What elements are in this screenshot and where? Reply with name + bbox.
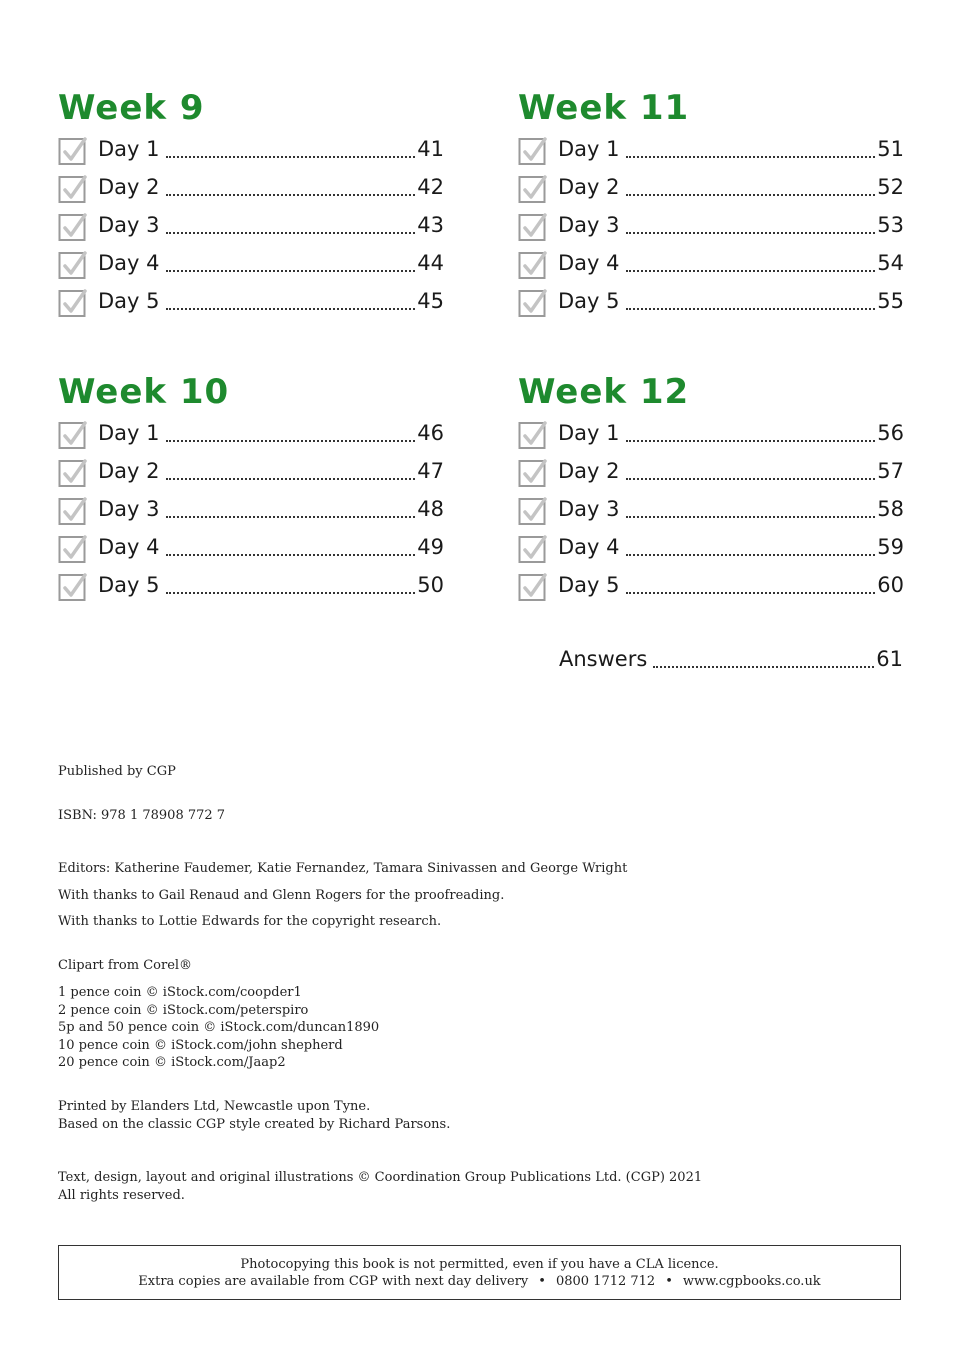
page-number: 49 [417,535,444,559]
checkbox-icon [518,534,548,564]
answers-entry [559,640,903,678]
credit-line: 5p and 50 pence coin © iStock.com/duncan1890 [58,1020,380,1035]
day-label: Day 3 [558,213,620,237]
checkbox-icon [58,136,88,166]
leader-dots [626,440,876,442]
day-label: Day 2 [558,459,620,483]
leader-dots [166,308,416,310]
checkbox-icon [58,212,88,242]
day-label: Day 5 [98,573,160,597]
answers-page-number: 61 [876,647,903,671]
checkbox-icon [518,496,548,526]
day-label: Day 4 [558,535,620,559]
day-label: Day 1 [558,137,620,161]
checkbox-icon [58,534,88,564]
toc-day-row [518,130,904,168]
day-label: Day 3 [558,497,620,521]
leader-dots [166,478,416,480]
checkbox-icon [518,136,548,166]
photocopy-notice-box [58,1245,901,1300]
week-9-section [58,88,444,320]
toc-day-row [518,244,904,282]
page-number: 55 [877,289,904,313]
week-title: Week 10 [58,372,230,412]
clipart-credit: Clipart from Corel® [58,958,193,973]
day-label: Day 2 [98,459,160,483]
copyright-line: Text, design, layout and original illustrations © Coordination Group Publications Ltd. (CGP) 2021 [58,1170,703,1185]
checkbox-icon [58,572,88,602]
checkbox-icon [518,420,548,450]
notice-line-2 [59,1273,900,1290]
day-label: Day 4 [558,251,620,275]
leader-dots [166,156,416,158]
leader-dots [626,194,876,196]
checkbox-icon [518,250,548,280]
toc-day-row [58,414,444,452]
checkbox-icon [518,174,548,204]
week-10-section [58,372,444,604]
copyright-info [58,1169,702,1204]
thanks-proofreading: With thanks to Gail Renaud and Glenn Rogers for the proofreading. [58,888,505,903]
leader-dots [626,156,876,158]
toc-day-row [58,528,444,566]
leader-dots [626,308,876,310]
week-title: Week 9 [58,88,205,128]
toc-day-row [58,168,444,206]
day-label: Day 4 [98,535,160,559]
checkbox-icon [58,250,88,280]
toc-day-row [58,244,444,282]
page-number: 44 [417,251,444,275]
week-title: Week 11 [518,88,690,128]
printed-by: Printed by Elanders Ltd, Newcastle upon Tyne. [58,1099,371,1114]
day-label: Day 1 [558,421,620,445]
day-label: Day 5 [558,289,620,313]
checkbox-icon [58,496,88,526]
checkbox-icon [518,212,548,242]
leader-dots [626,232,876,234]
published-by: Published by CGP [58,764,176,779]
page-number: 45 [417,289,444,313]
day-label: Day 5 [558,573,620,597]
checkbox-icon [518,572,548,602]
page-number: 52 [877,175,904,199]
notice-phone: 0800 1712 712 [555,1274,656,1289]
thanks-copyright: With thanks to Lottie Edwards for the copyright research. [58,914,442,929]
day-label: Day 5 [98,289,160,313]
day-label: Day 2 [98,175,160,199]
toc-day-row [518,206,904,244]
notice-line-1: Photocopying this book is not permitted, even if you have a CLA licence. [240,1257,719,1272]
page-number: 60 [877,573,904,597]
page-number: 50 [417,573,444,597]
day-label: Day 4 [98,251,160,275]
checkbox-icon [518,458,548,488]
leader-dots [166,270,416,272]
credit-line: 1 pence coin © iStock.com/coopder1 [58,985,302,1000]
page-number: 42 [417,175,444,199]
page-number: 59 [877,535,904,559]
page-number: 43 [417,213,444,237]
credit-line: 20 pence coin © iStock.com/Jaap2 [58,1055,286,1070]
page-number: 51 [877,137,904,161]
leader-dots [653,666,874,668]
week-title: Week 12 [518,372,690,412]
week-11-section [518,88,904,320]
rights-line: All rights reserved. [58,1187,185,1203]
page-number: 41 [417,137,444,161]
toc-day-row [58,282,444,320]
week-12-section [518,372,904,604]
day-label: Day 2 [558,175,620,199]
credit-line: 2 pence coin © iStock.com/peterspiro [58,1002,309,1018]
leader-dots [626,478,876,480]
checkbox-icon [58,288,88,318]
leader-dots [166,194,416,196]
leader-dots [166,232,416,234]
day-label: Day 1 [98,137,160,161]
toc-day-row [518,566,904,604]
checkbox-icon [58,174,88,204]
day-label: Day 3 [98,213,160,237]
day-label: Day 3 [98,497,160,521]
toc-day-row [58,566,444,604]
toc-day-row [518,414,904,452]
leader-dots [166,440,416,442]
page-number: 46 [417,421,444,445]
leader-dots [626,270,876,272]
printer-info [58,1098,450,1133]
leader-dots [166,592,416,594]
leader-dots [166,516,416,518]
toc-day-row [518,490,904,528]
checkbox-icon [58,458,88,488]
checkbox-icon [518,288,548,318]
leader-dots [626,592,876,594]
page-number: 57 [877,459,904,483]
toc-day-row [58,490,444,528]
toc-day-row [58,206,444,244]
day-label: Day 1 [98,421,160,445]
toc-day-row [518,168,904,206]
based-on: Based on the classic CGP style created by Richard Parsons. [58,1116,451,1132]
page-number: 54 [877,251,904,275]
notice-website: www.cgpbooks.co.uk [682,1274,821,1289]
toc-day-row [518,452,904,490]
answers-label: Answers [559,647,648,671]
leader-dots [166,554,416,556]
page-number: 58 [877,497,904,521]
credit-line: 10 pence coin © iStock.com/john shepherd [58,1037,343,1053]
image-credits [58,984,379,1072]
bullet-separator: • [665,1274,673,1289]
notice-extra-copies: Extra copies are available from CGP with next day delivery [138,1274,529,1289]
page-number: 48 [417,497,444,521]
toc-day-row [518,282,904,320]
editors: Editors: Katherine Faudemer, Katie Fernandez, Tamara Sinivassen and George Wright [58,861,628,876]
toc-day-row [518,528,904,566]
page-number: 56 [877,421,904,445]
toc-day-row [58,130,444,168]
bullet-separator: • [538,1274,546,1289]
checkbox-icon [58,420,88,450]
leader-dots [626,554,876,556]
page-number: 47 [417,459,444,483]
toc-day-row [58,452,444,490]
page-number: 53 [877,213,904,237]
isbn: ISBN: 978 1 78908 772 7 [58,808,226,823]
leader-dots [626,516,876,518]
